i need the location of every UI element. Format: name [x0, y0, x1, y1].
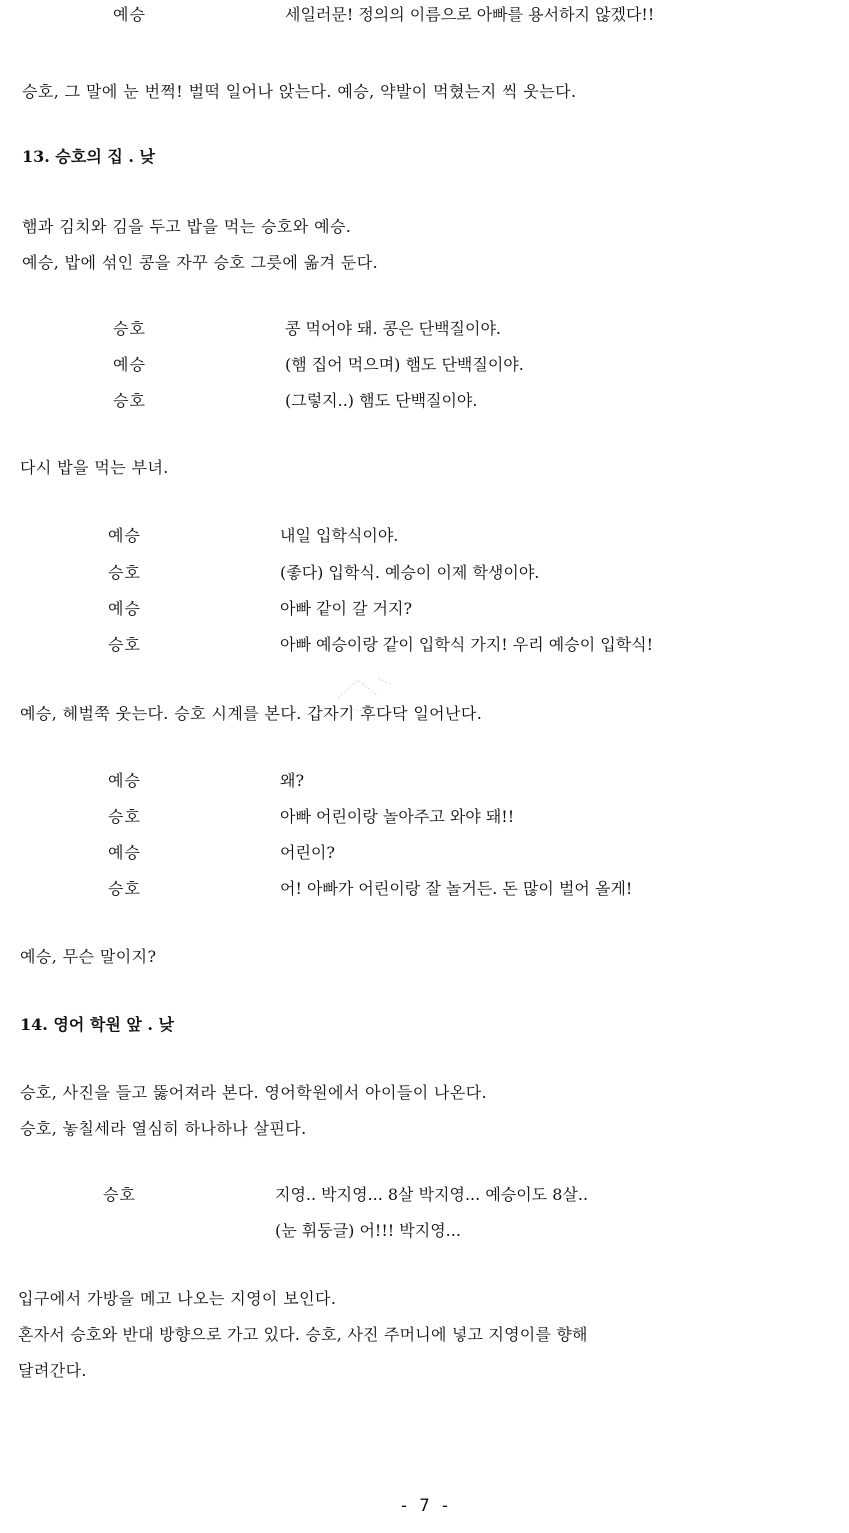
dialogue-line: 내일 입학식이야. [280, 526, 399, 545]
dialogue-line: 어린이? [280, 843, 335, 862]
scene-heading: 14. 영어 학원 앞 . 낮 [20, 1015, 174, 1034]
speaker-name: 승호 [108, 879, 141, 898]
dialogue-line: 지영.. 박지영... 8살 박지영... 예승이도 8살.. [275, 1185, 589, 1204]
action-line: 승호, 그 말에 눈 번쩍! 벌떡 일어나 앉는다. 예승, 약발이 먹혔는지 씩 웃는다. [22, 82, 577, 101]
action-line: 다시 밥을 먹는 부녀. [20, 458, 169, 477]
speaker-name: 승호 [108, 563, 141, 582]
speaker-name: 예승 [108, 599, 141, 618]
speaker-name: 예승 [108, 843, 141, 862]
page-number: - 7 - [398, 1496, 451, 1516]
speaker-name: 승호 [108, 635, 141, 654]
dialogue-line: 콩 먹어야 돼. 콩은 단백질이야. [285, 319, 501, 338]
action-line: 예승, 헤벌쭉 웃는다. 승호 시계를 본다. 갑자기 후다닥 일어난다. [20, 704, 483, 723]
speaker-name: 예승 [108, 771, 141, 790]
dialogue-line: 아빠 어린이랑 놀아주고 와야 돼!! [280, 807, 515, 826]
action-line: 승호, 놓칠세라 열심히 하나하나 살핀다. [20, 1119, 307, 1138]
speaker-name: 승호 [113, 391, 146, 410]
action-line: 달려간다. [18, 1361, 87, 1380]
action-line: 입구에서 가방을 메고 나오는 지영이 보인다. [18, 1289, 337, 1308]
action-line: 예승, 무슨 말이지? [20, 947, 157, 966]
action-line: 햄과 김치와 김을 두고 밥을 먹는 승호와 예승. [22, 217, 352, 236]
dialogue-line: (좋다) 입학식. 예승이 이제 학생이야. [280, 563, 540, 582]
scene-heading: 13. 승호의 집 . 낮 [22, 147, 155, 166]
dialogue-line: 아빠 같이 갈 거지? [280, 599, 413, 618]
action-line: 혼자서 승호와 반대 방향으로 가고 있다. 승호, 사진 주머니에 넣고 지영이를 향해 [18, 1325, 588, 1344]
dialogue-line: (눈 휘둥글) 어!!! 박지영... [275, 1221, 461, 1240]
dialogue-line: 어! 아빠가 어린이랑 잘 놀거든. 돈 많이 벌어 올게! [280, 879, 633, 898]
dialogue-line: 세일러문! 정의의 이름으로 아빠를 용서하지 않겠다!! [285, 5, 655, 24]
speaker-name: 승호 [113, 319, 146, 338]
speaker-name: 승호 [108, 807, 141, 826]
dialogue-line: (햄 집어 먹으며) 햄도 단백질이야. [285, 355, 524, 374]
speaker-name: 예승 [113, 355, 146, 374]
dialogue-line: 아빠 예승이랑 같이 입학식 가지! 우리 예승이 입학식! [280, 635, 654, 654]
speaker-name: 예승 [113, 5, 146, 24]
dialogue-line: (그렇지..) 햄도 단백질이야. [285, 391, 478, 410]
dialogue-line: 왜? [280, 771, 305, 790]
speaker-name: 승호 [103, 1185, 136, 1204]
action-line: 승호, 사진을 들고 뚫어져라 본다. 영어학원에서 아이들이 나온다. [20, 1083, 488, 1102]
speaker-name: 예승 [108, 526, 141, 545]
action-line: 예승, 밥에 섞인 콩을 자꾸 승호 그릇에 옮겨 둔다. [22, 253, 379, 272]
